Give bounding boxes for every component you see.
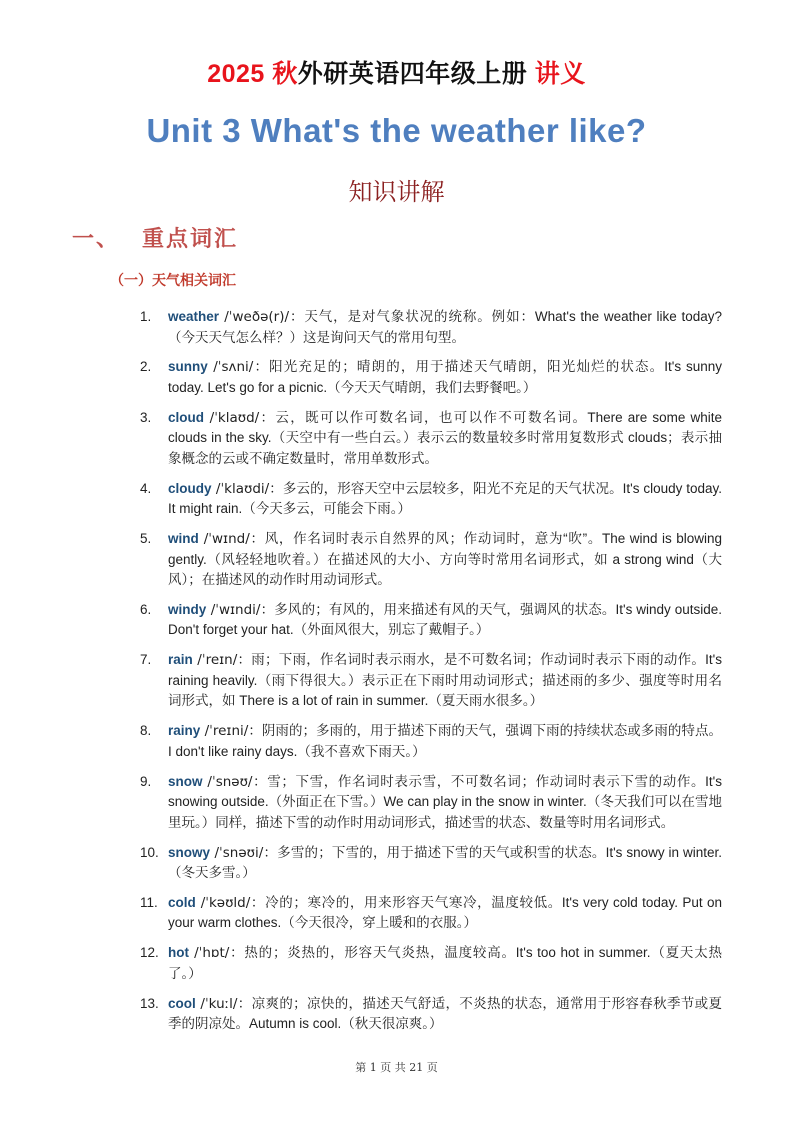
vocab-word: snowy [168,844,211,860]
vocab-definition: 雪；下雪，作名词时表示雪，不可数名词；作动词时表示下雪的动作。It's snowing outside.（外面正在下雪。）We can play in the snow in winter.（冬天我们可以在雪地里玩。）同样，描述下雪的动作时用动词形式，描述雪的状态、数量等时用名词形式。 [168,773,722,830]
item-number: 8. [140,723,152,739]
vocab-definition: 多风的；有风的，用来描述有风的天气，强调风的状态。It's windy outside. Don't forget your hat.（外面风很大，别忘了戴帽子。） [168,601,722,638]
vocab-phonetic: /ˈkuːl/： [195,995,252,1012]
item-number: 12. [140,945,159,961]
vocab-word: weather [168,309,220,324]
vocab-phonetic: /ˈklaʊd/： [204,409,276,426]
vocab-phonetic: /ˈreɪni/： [200,723,262,740]
unit-title: Unit 3 What's the weather like? [146,112,647,149]
section-title: 重点词汇 [142,226,239,252]
vocab-list [140,307,722,1044]
vocab-word: cool [168,995,196,1011]
vocab-word: windy [168,601,207,617]
vocab-item [140,721,722,762]
vocab-definition: 云，既可以作可数名词，也可以作不可数名词。There are some white clouds in the sky.（天空中有一些白云。）表示云的数量较多时常用复数形式 clouds；表示抽象概念的云或不确定数量时，常用单数形式。 [168,409,722,466]
vocab-phonetic: /ˈsnəʊ/： [202,773,268,790]
title-season: 秋 [272,60,298,88]
vocab-definition: 凉爽的；凉快的，描述天气舒适，不炎热的状态，通常用于形容春秋季节或夏季的阴凉处。Autumn is cool.（秋天很凉爽。） [168,995,722,1032]
vocab-phonetic: /ˈreɪn/： [192,652,252,669]
vocab-word: wind [168,531,199,547]
vocab-phonetic: /ˈwɪnd/： [198,531,265,548]
vocab-word: rain [168,652,193,668]
item-number: 5. [140,531,152,547]
vocab-word: snow [168,773,203,789]
vocab-phonetic: /ˈsnəʊi/： [210,844,278,861]
vocab-item [140,772,722,834]
item-number: 1. [140,309,152,324]
item-number: 2. [140,359,152,375]
vocab-word: hot [168,945,189,961]
vocab-definition: 多云的，形容天空中云层较多，阳光不充足的天气状况。It's cloudy today. It might rain.（今天多云，可能会下雨。） [168,480,722,517]
vocab-item [140,529,722,591]
section-heading [72,222,238,253]
vocab-item [140,650,722,712]
item-number: 4. [140,480,152,496]
vocab-definition: 雨；下雨，作名词时表示雨水，是不可数名词；作动词时表示下雨的动作。It's raining heavily.（雨下得很大。）表示正在下雨时用动词形式；描述雨的多少、强度等时用名词形式，如 There is a lot of rain in summer.（夏天雨水很多。） [168,652,723,709]
page-footer: 第 1 页 共 21 页 [355,1061,438,1074]
item-number: 10. [140,844,159,860]
vocab-item [140,408,722,470]
vocab-definition: 阴雨的；多雨的，用于描述下雨的天气，强调下雨的持续状态或多雨的特点。I don't like rainy days.（我不喜欢下雨天。） [168,723,723,759]
vocab-item [140,943,722,984]
subsection-heading: （一）天气相关词汇 [110,272,236,288]
section-subtitle: 知识讲解 [348,178,445,206]
item-number: 3. [140,409,152,425]
vocab-definition: 多雪的；下雪的，用于描述下雪的天气或积雪的状态。It's snowy in winter.（冬天多雪。） [168,844,722,881]
vocab-phonetic: /ˈsʌni/： [207,359,270,376]
vocab-word: sunny [168,359,208,375]
vocab-definition: 热的；炎热的，形容天气炎热，温度较高。It's too hot in summer.（夏天太热了。） [168,945,722,981]
vocab-definition: 天气，是对气象状况的统称。例如：What's the weather like today?（今天天气怎么样？）这是询问天气的常用句型。 [168,309,722,345]
item-number: 11. [140,894,158,910]
title-course: 外研英语四年级上册 [297,60,528,88]
title-handout: 讲义 [534,60,586,88]
vocab-item [140,600,722,641]
item-number: 13. [140,995,159,1011]
vocab-item [140,479,722,520]
vocab-phonetic: /ˈklaʊdi/： [211,480,283,497]
vocab-definition: 冷的；寒冷的，用来形容天气寒冷，温度较低。It's very cold today. Put on your warm clothes.（今天很冷，穿上暖和的衣服。） [168,894,722,931]
vocab-definition: 阳光充足的；晴朗的，用于描述天气晴朗，阳光灿烂的状态。It's sunny today. Let's go for a picnic.（今天天气晴朗，我们去野餐吧。） [168,359,722,395]
item-number: 9. [140,773,152,789]
vocab-word: rainy [168,723,201,739]
section-number: 一、 [72,226,121,252]
vocab-word: cloud [168,409,204,425]
vocab-phonetic: /ˈhɒt/： [189,945,245,962]
vocab-item [140,307,722,348]
item-number: 6. [140,601,152,617]
vocab-word: cold [168,894,196,910]
vocab-word: cloudy [168,480,212,496]
vocab-phonetic: /ˈwɪndi/： [206,601,275,618]
title-year: 2025 [207,60,265,88]
item-number: 7. [140,652,152,668]
vocab-item [140,357,722,398]
vocab-definition: 风，作名词时表示自然界的风；作动词时，意为“吹”。The wind is blowing gently.（风轻轻地吹着。）在描述风的大小、方向等时常用名词形式，如 a strong wind（大风）；在描述风的动作时用动词形式。 [168,531,722,588]
vocab-phonetic: /ˈkəʊld/： [195,894,266,911]
document-title [0,54,793,90]
vocab-item [140,893,722,934]
vocab-phonetic: /ˈweðə(r)/： [219,309,305,325]
vocab-item [140,843,722,884]
vocab-item [140,994,722,1035]
